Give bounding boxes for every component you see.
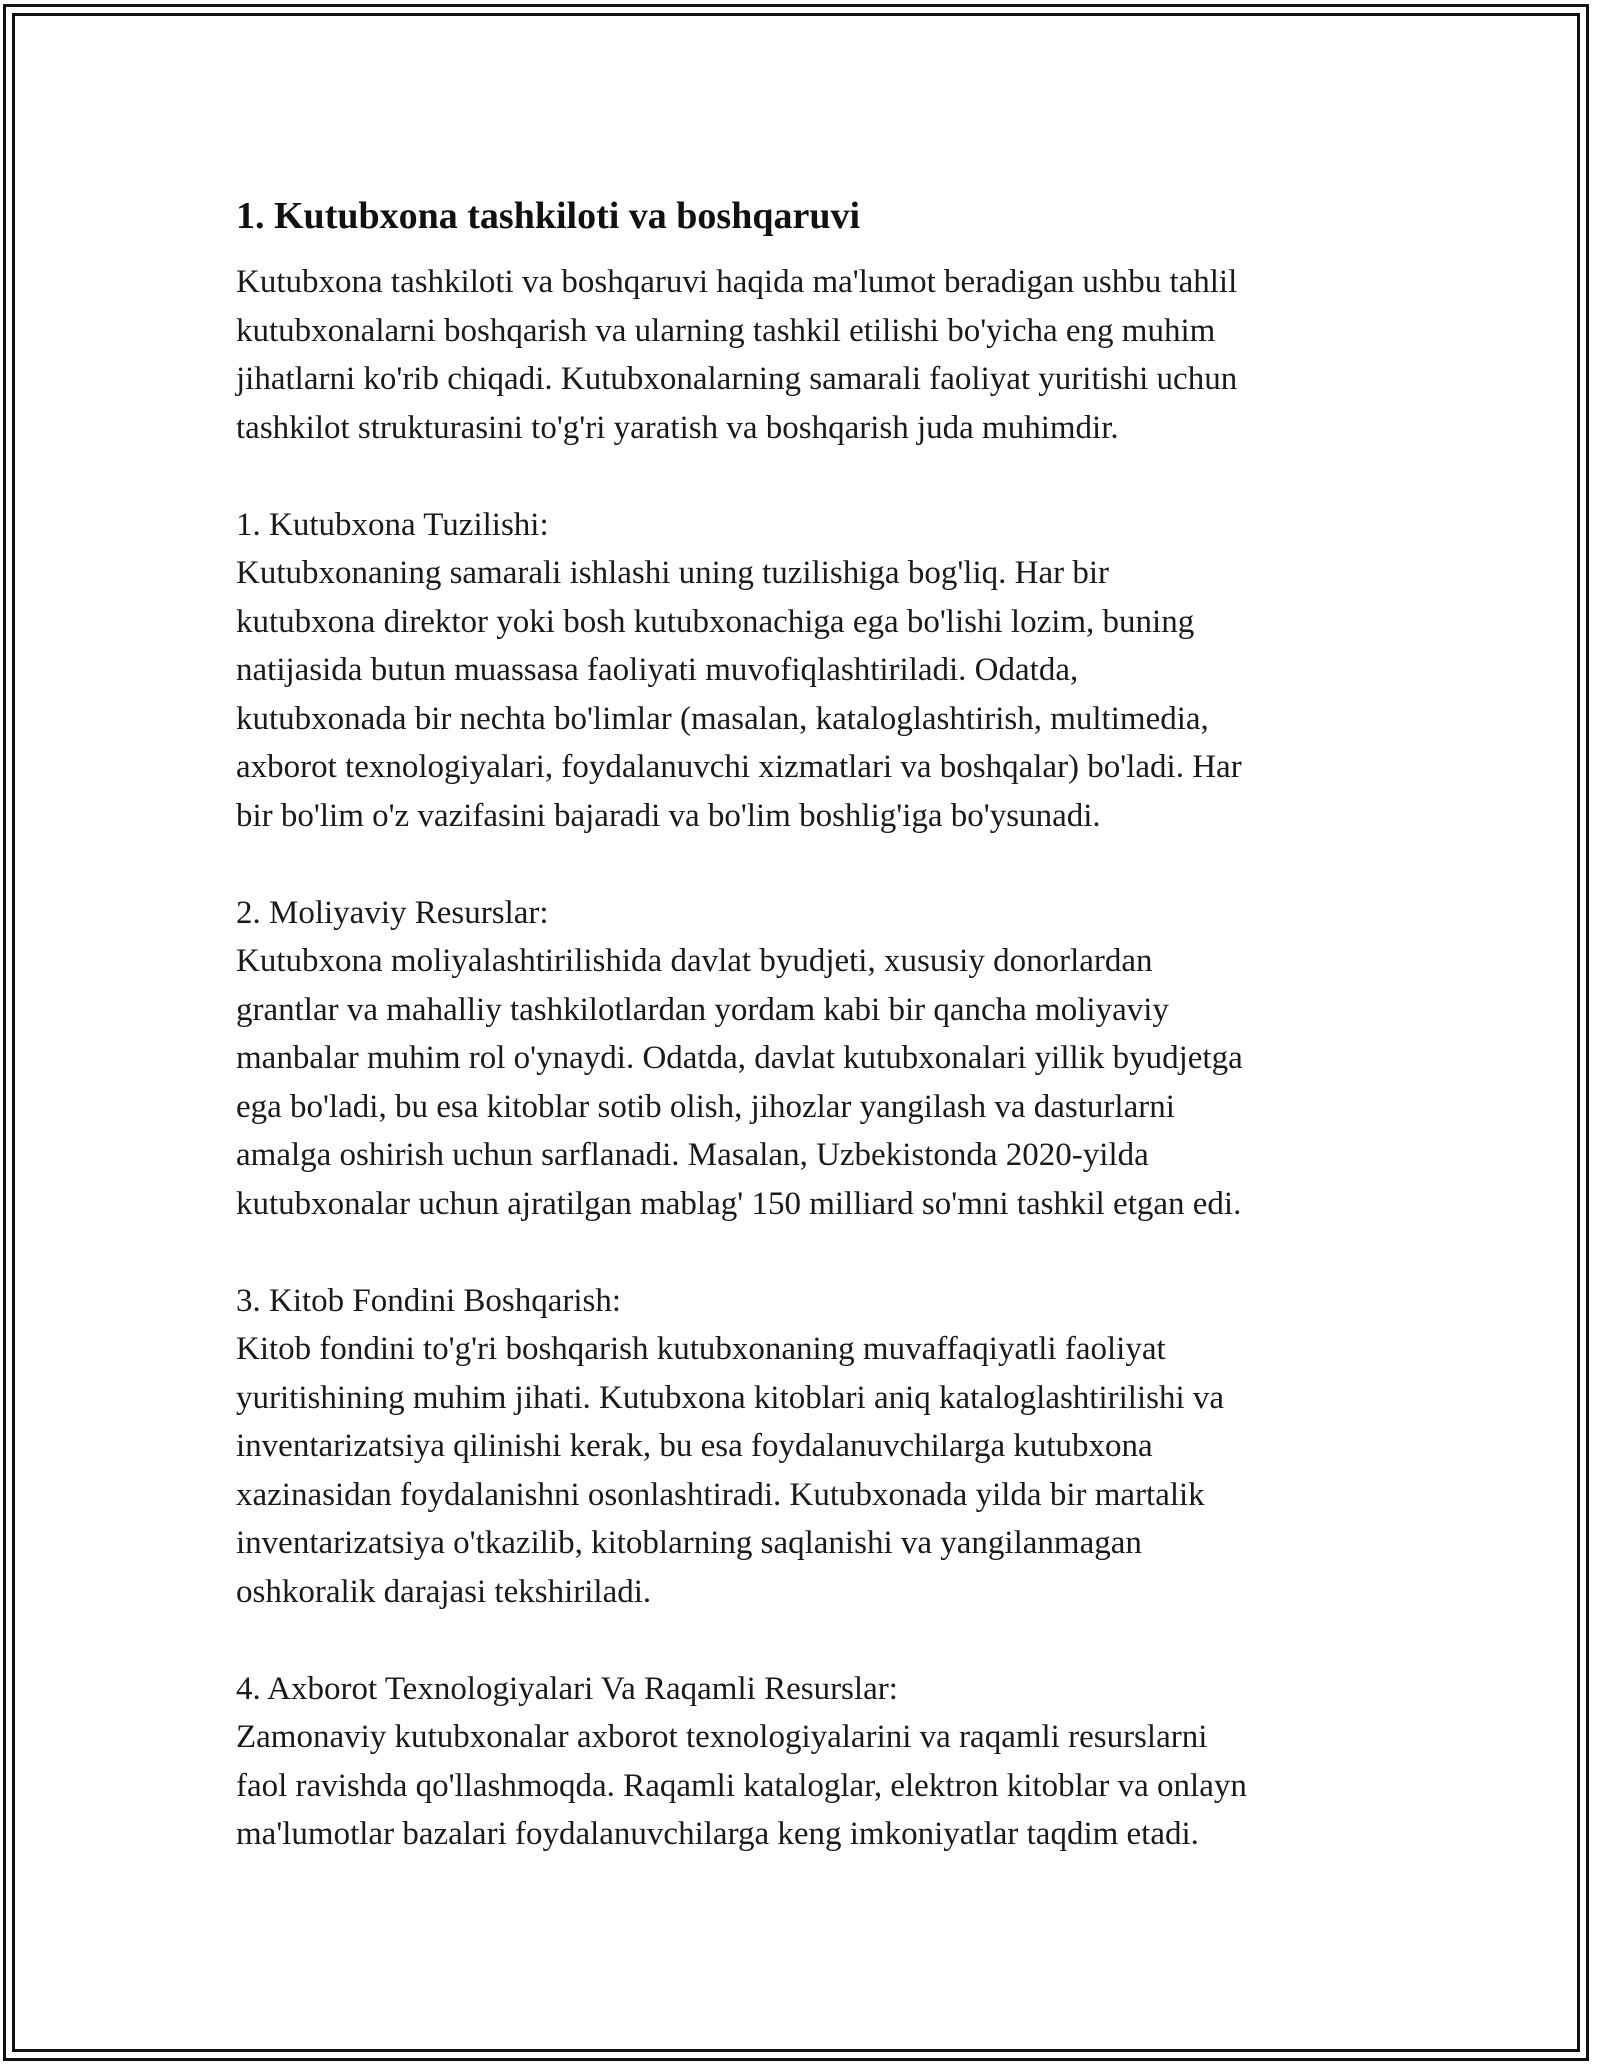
paragraph-gap xyxy=(236,1616,1386,1665)
section-heading: 1. Kutubxona Tuzilishi: xyxy=(236,506,549,543)
paragraph-gap xyxy=(236,1228,1386,1277)
intro-paragraph: Kutubxona tashkiloti va boshqaruvi haqida ma'lumot beradigan ushbu tahlil kutubxonalarni boshqarish va ularning tashkil etilishi bo'yicha eng muhim jihatlarni ko'rib chiqadi. Kutubxonalarning samarali faoliyat yuritishi uchun tashkilot strukturasini to'g'ri yaratish va boshqarish juda muhimdir. xyxy=(236,264,1238,446)
section-book-collection xyxy=(236,1277,1386,1617)
section-heading: 2. Moliyaviy Resurslar: xyxy=(236,894,549,931)
section-financial-resources xyxy=(236,889,1386,1229)
section-structure xyxy=(236,501,1386,841)
document-body xyxy=(236,186,1386,1859)
section-heading: 3. Kitob Fondini Boshqarish: xyxy=(236,1282,622,1319)
paragraph-gap xyxy=(236,452,1386,501)
document-title: 1. Kutubxona tashkiloti va boshqaruvi xyxy=(236,195,861,237)
section-body: Zamonaviy kutubxonalar axborot texnologiyalarini va raqamli resurslarni faol ravishda qo'llashmoqda. Raqamli kataloglar, elektron kitoblar va onlayn ma'lumotlar bazalari foydalanuvchilarga keng imkoniyatlar taqdim etadi. xyxy=(236,1719,1247,1852)
section-body: Kutubxonaning samarali ishlashi uning tuzilishiga bog'liq. Har bir kutubxona direktor yoki bosh kutubxonachiga ega bo'lishi lozim, buning natijasida butun muassasa faoliyati muvofiqlashtiriladi. Odatda, kutubxonada bir nechta bo'limlar (masalan, kataloglashtirish, multimedia, axborot texnologiyalari, foydalanuvchi xizmatlari va boshqalar) bo'ladi. Har bir bo'lim o'z vazifasini bajaradi va bo'lim boshlig'iga bo'ysunadi. xyxy=(236,555,1242,834)
section-information-technology xyxy=(236,1665,1386,1859)
section-body: Kitob fondini to'g'ri boshqarish kutubxonaning muvaffaqiyatli faoliyat yuritishining muhim jihati. Kutubxona kitoblari aniq kataloglashtirilishi va inventarizatsiya qilinishi kerak, bu esa foydalanuvchilarga kutubxona xazinasidan foydalanishni osonlashtiradi. Kutubxonada yilda bir martalik inventarizatsiya o'tkazilib, kitoblarning saqlanishi va yangilanmagan oshkoralik darajasi tekshiriladi. xyxy=(236,1331,1225,1610)
section-heading: 4. Axborot Texnologiyalari Va Raqamli Resurslar: xyxy=(236,1670,898,1707)
section-body: Kutubxona moliyalashtirilishida davlat byudjeti, xususiy donorlardan grantlar va mahalliy tashkilotlardan yordam kabi bir qancha moliyaviy manbalar muhim rol o'ynaydi. Odatda, davlat kutubxonalari yillik byudjetga ega bo'ladi, bu esa kitoblar sotib olish, jihozlar yangilash va dasturlarni amalga oshirish uchun sarflanadi. Masalan, Uzbekistonda 2020-yilda kutubxonalar uchun ajratilgan mablag' 150 milliard so'mni tashkil etgan edi. xyxy=(236,943,1243,1222)
paragraph-gap xyxy=(236,840,1386,889)
